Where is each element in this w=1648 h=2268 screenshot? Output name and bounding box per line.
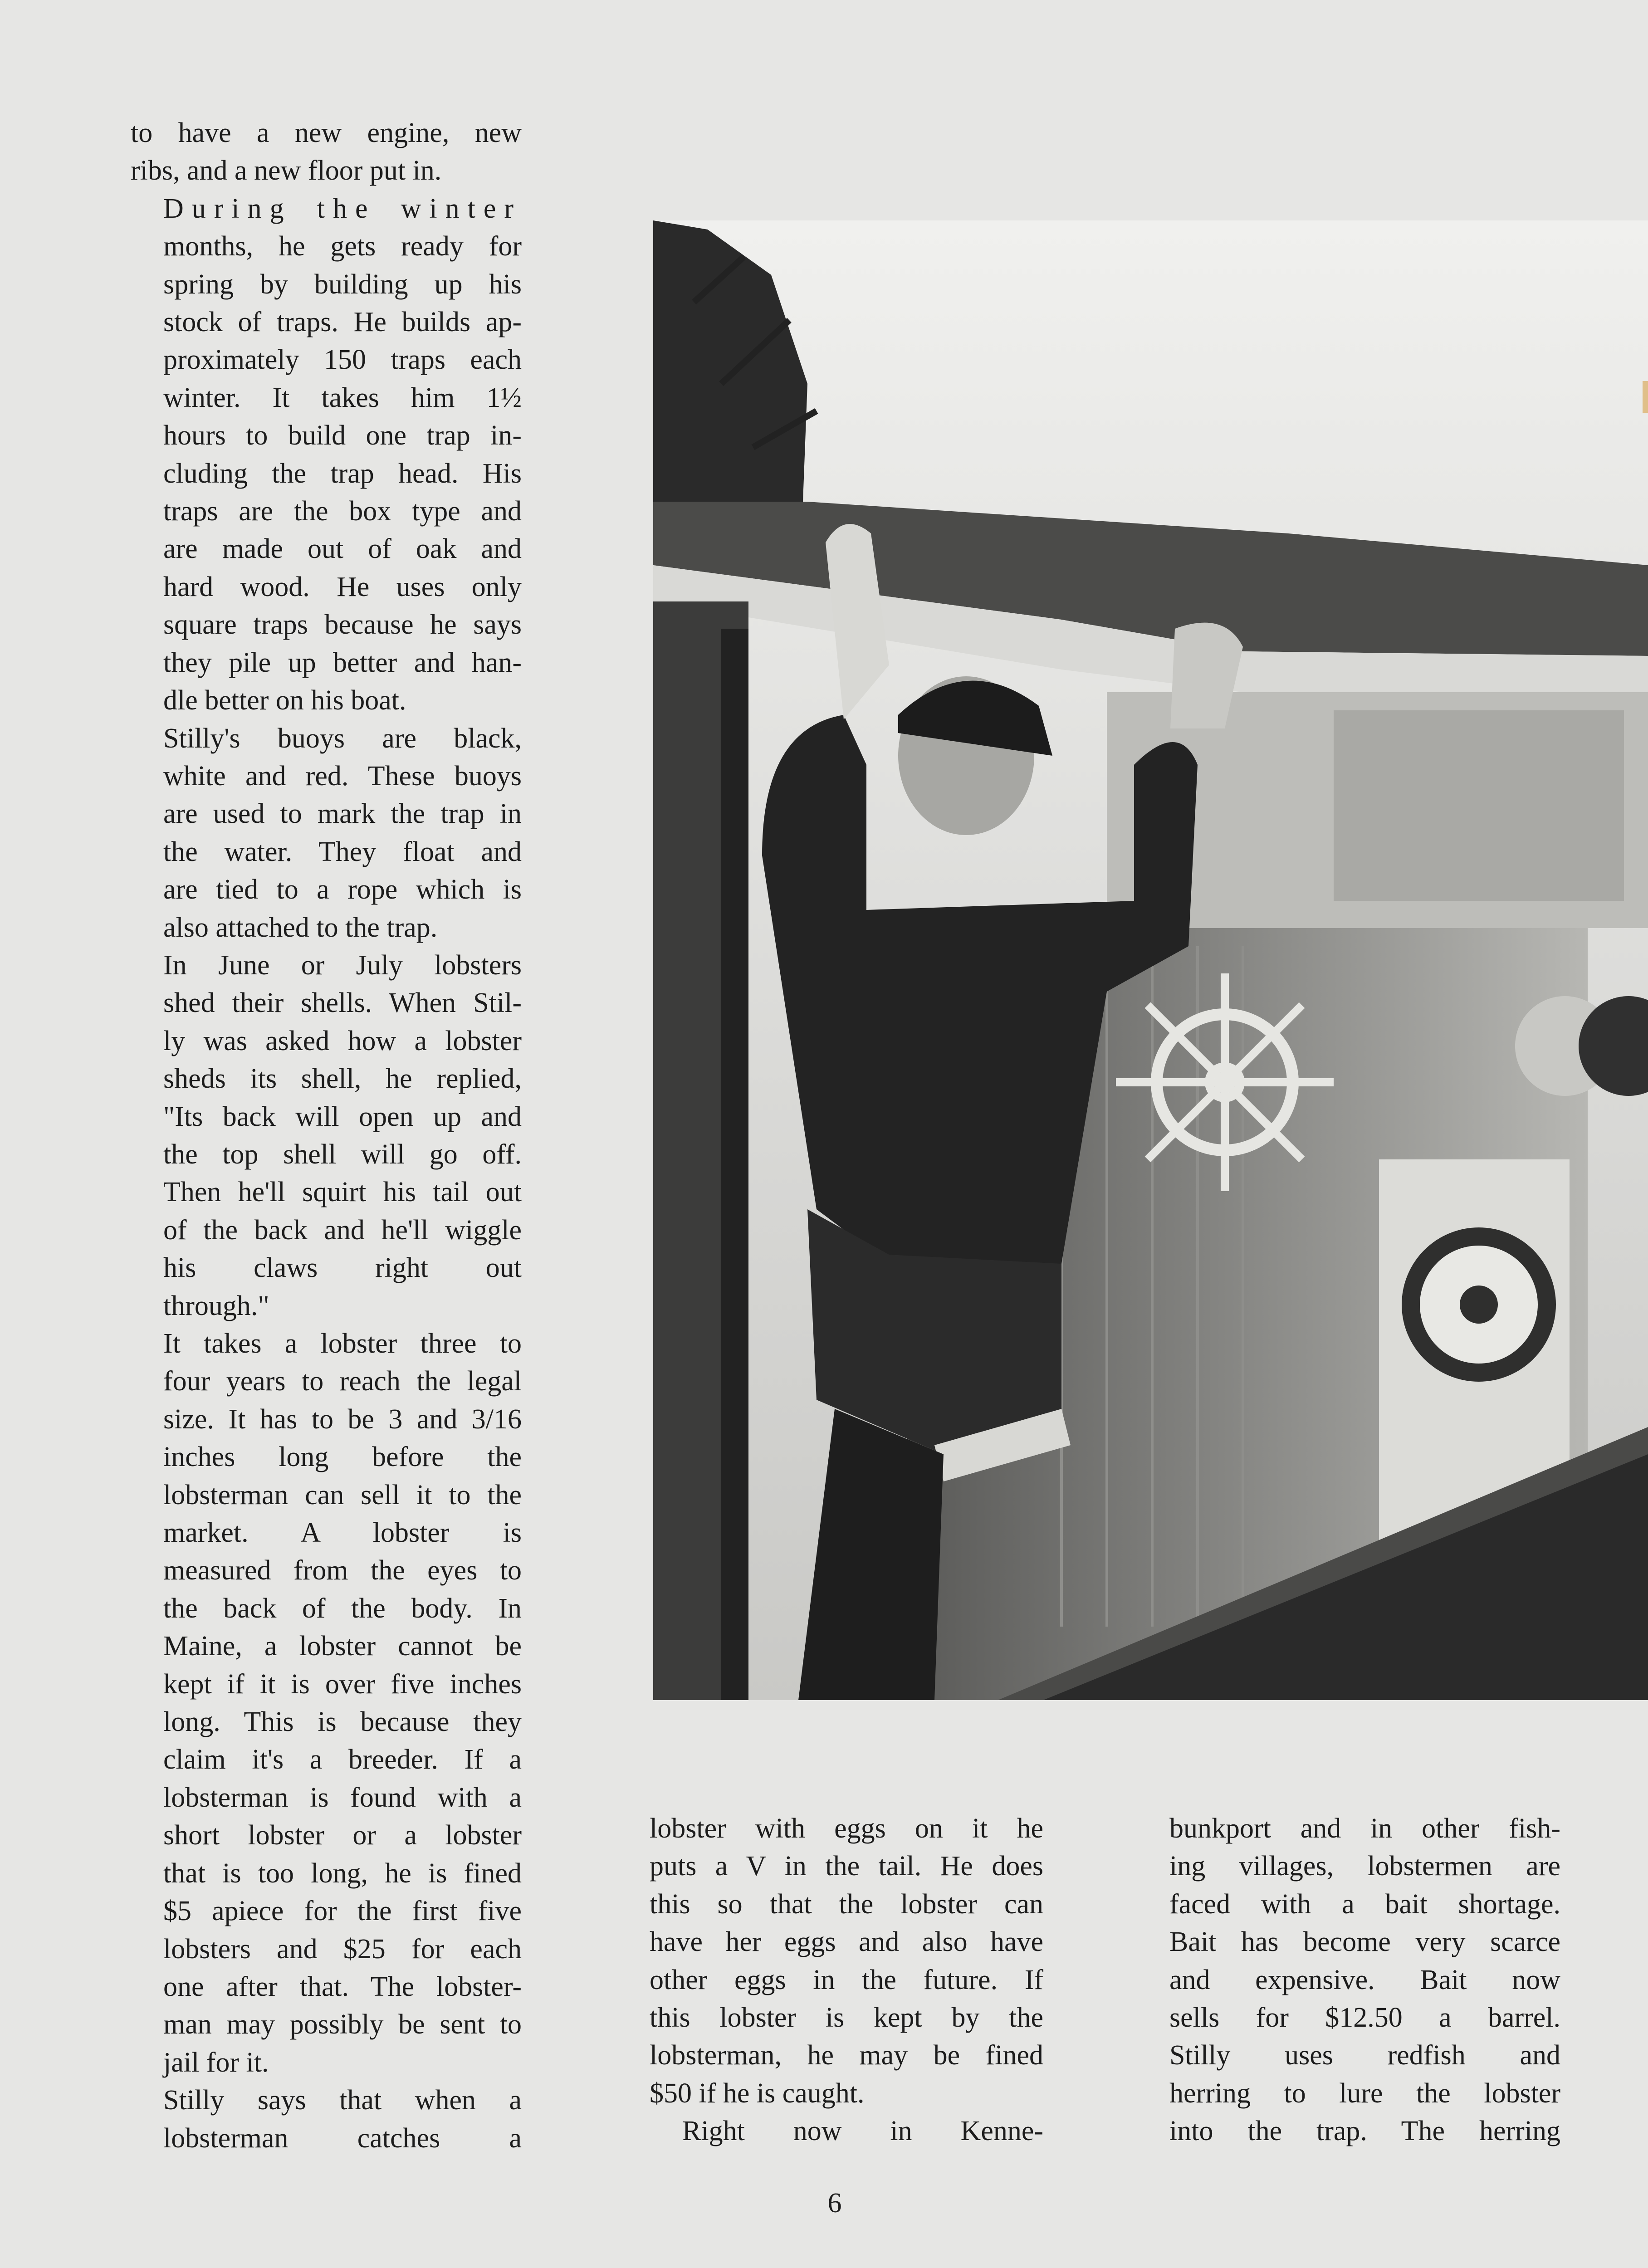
photograph-fisherman-in-wheelhouse: [653, 220, 1648, 1700]
text-line: market. A lobster is: [163, 1517, 522, 1549]
text-line: other eggs in the future. If: [650, 1964, 1043, 1995]
text-line: lobsterman is found with a: [163, 1782, 522, 1813]
text-line: man may possibly be sent to: [163, 2009, 522, 2040]
text-line: lobsterman can sell it to the: [163, 1479, 522, 1510]
text-line: ly was asked how a lobster: [163, 1025, 522, 1056]
text-line: It takes a lobster three to: [163, 1328, 522, 1359]
paragraph: [131, 190, 522, 720]
paragraph: [131, 2082, 522, 2157]
text-line: winter. It takes him 1½: [163, 382, 522, 413]
text-line: short lobster or a lobster: [163, 1820, 522, 1851]
text-line: one after that. The lobster-: [163, 1971, 522, 2002]
text-line: lobsterman, he may be fined: [650, 2040, 1043, 2071]
right-text-column: [1169, 1810, 1560, 2151]
text-line: Then he'll squirt his tail out: [163, 1177, 522, 1208]
text-line: long. This is because they: [163, 1706, 522, 1738]
text-line: square traps because he says: [163, 609, 522, 640]
text-line: to have a new engine, new: [131, 117, 522, 148]
text-line: hard wood. He uses only: [163, 571, 522, 602]
text-line: sells for $12.50 a barrel.: [1169, 2002, 1560, 2033]
text-line: bunkport and in other fish-: [1169, 1813, 1560, 1844]
text-line: his claws right out: [163, 1252, 522, 1284]
text-line: lobsters and $25 for each: [163, 1933, 522, 1965]
photo-illustration: [653, 220, 1648, 1700]
text-line: puts a V in the tail. He does: [650, 1851, 1043, 1882]
page-edge-stain: [1643, 381, 1648, 413]
text-line: into the trap. The herring: [1169, 2116, 1560, 2147]
text-line: lobsterman catches a: [163, 2122, 522, 2154]
paragraph: [650, 1810, 1043, 2112]
text-line: the water. They float and: [163, 836, 522, 867]
paragraph: [1169, 1810, 1560, 2151]
text-line: stock of traps. He builds ap-: [163, 307, 522, 338]
text-line: of the back and he'll wiggle: [163, 1214, 522, 1246]
text-line: "Its back will open up and: [163, 1101, 522, 1132]
text-line: kept if it is over five inches: [163, 1668, 522, 1700]
text-line: white and red. These buoys: [163, 760, 522, 792]
text-line: herring to lure the lobster: [1169, 2077, 1560, 2109]
text-line: Maine, a lobster cannot be: [163, 1631, 522, 1662]
page-number: 6: [827, 2188, 842, 2219]
text-line: jail for it.: [163, 2047, 269, 2078]
text-line: size. It has to be 3 and 3/16: [163, 1403, 522, 1435]
text-line: lobster with eggs on it he: [650, 1813, 1043, 1844]
text-line: $50 if he is caught.: [650, 2077, 865, 2109]
text-line: ing villages, lobstermen are: [1169, 1851, 1560, 1882]
text-line: dle better on his boat.: [163, 685, 406, 716]
text-line: spring by building up his: [163, 269, 522, 300]
text-line: hours to build one trap in-: [163, 420, 522, 451]
paragraph: [131, 114, 522, 190]
text-line: and expensive. Bait now: [1169, 1964, 1560, 1995]
text-line: measured from the eyes to: [163, 1555, 522, 1586]
text-line: shed their shells. When Stil-: [163, 987, 522, 1019]
text-line: claim it's a breeder. If a: [163, 1744, 522, 1775]
text-line: Right now in Kenne-: [682, 2116, 1043, 2147]
text-line: Stilly says that when a: [163, 2085, 522, 2116]
text-line: are used to mark the trap in: [163, 798, 522, 830]
text-line: are tied to a rope which is: [163, 874, 522, 905]
paragraph: [131, 1325, 522, 2082]
text-line: Bait has become very scarce: [1169, 1926, 1560, 1958]
text-line: In June or July lobsters: [163, 949, 522, 981]
text-line: are made out of oak and: [163, 533, 522, 565]
text-line: have her eggs and also have: [650, 1926, 1043, 1958]
text-line: faced with a bait shortage.: [1169, 1888, 1560, 1920]
middle-text-column: [650, 1810, 1043, 2151]
text-line: $5 apiece for the first five: [163, 1896, 522, 1927]
paragraph: [131, 947, 522, 1325]
paragraph: [131, 720, 522, 947]
text-line: they pile up better and han-: [163, 647, 522, 678]
text-line: months, he gets ready for: [163, 231, 522, 262]
text-line: through.": [163, 1290, 269, 1321]
paragraph: [650, 2112, 1043, 2150]
text-line: sheds its shell, he replied,: [163, 1063, 522, 1095]
text-line: four years to reach the legal: [163, 1366, 522, 1397]
text-line: the back of the body. In: [163, 1593, 522, 1624]
text-line: Stilly's buoys are black,: [163, 723, 522, 754]
text-line: Stilly uses redfish and: [1169, 2040, 1560, 2071]
text-line: traps are the box type and: [163, 496, 522, 527]
text-line: ribs, and a new floor put in.: [131, 155, 442, 186]
left-text-column: [131, 114, 522, 2157]
text-line: cluding the trap head. His: [163, 458, 522, 489]
text-line: During the winter: [163, 193, 522, 224]
text-line: inches long before the: [163, 1442, 522, 1473]
text-line: this so that the lobster can: [650, 1888, 1043, 1920]
text-line: proximately 150 traps each: [163, 344, 522, 376]
text-line: the top shell will go off.: [163, 1139, 522, 1170]
text-line: this lobster is kept by the: [650, 2002, 1043, 2033]
text-line: that is too long, he is fined: [163, 1857, 522, 1889]
text-line: also attached to the trap.: [163, 912, 438, 943]
